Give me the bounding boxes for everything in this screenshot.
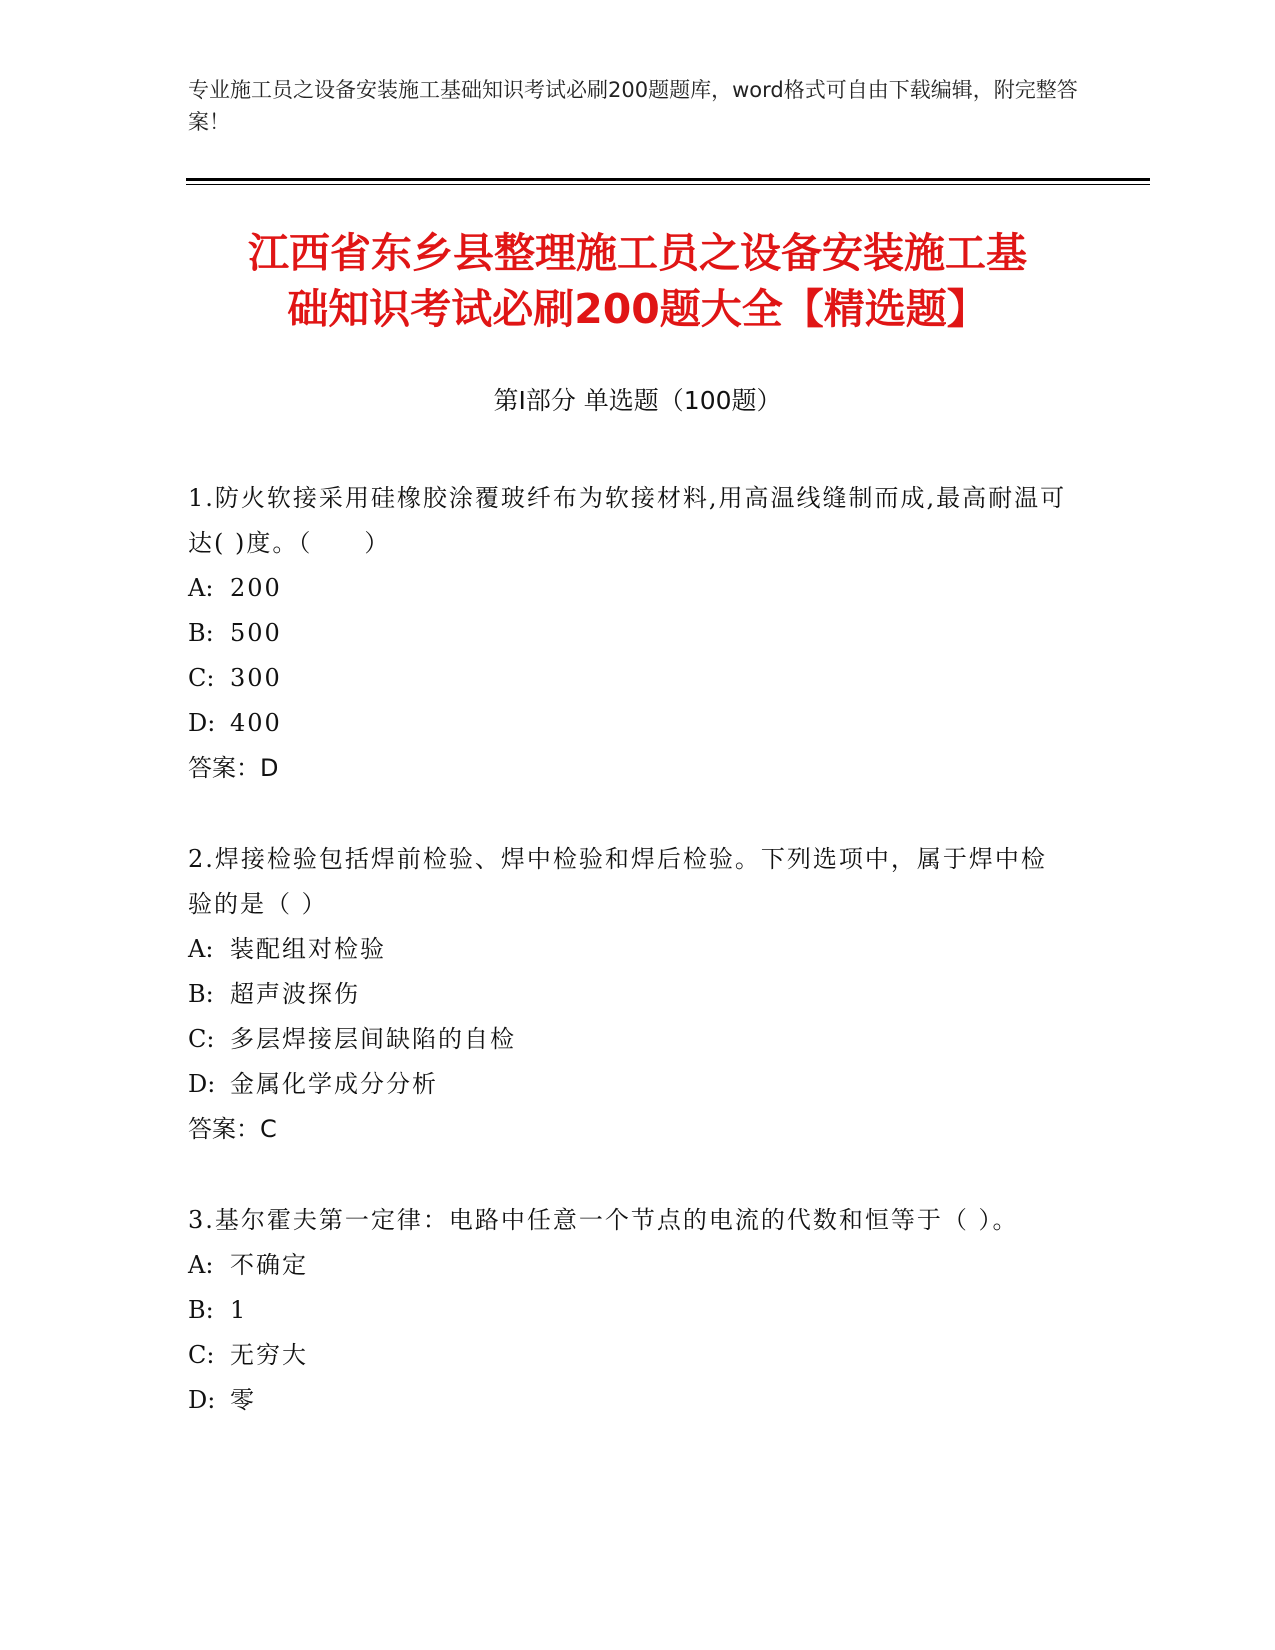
header-rule-thin bbox=[186, 184, 1150, 185]
document-title bbox=[150, 225, 1125, 337]
option-label: D: bbox=[188, 1386, 216, 1414]
option-text: 400 bbox=[230, 709, 282, 737]
option-label: B: bbox=[188, 1296, 214, 1324]
option-label: C: bbox=[188, 1341, 215, 1369]
option-text: 多层焊接层间缺陷的自检 bbox=[230, 1025, 516, 1053]
question-stem: 1.防火软接采用硅橡胶涂覆玻纤布为软接材料,用高温线缝制而成,最高耐温可达( )度。（ ） bbox=[188, 484, 1067, 557]
option-label: D: bbox=[188, 709, 216, 737]
option-label: B: bbox=[188, 619, 214, 647]
option-a bbox=[188, 1243, 1068, 1288]
option-d bbox=[188, 1062, 1068, 1107]
question-3 bbox=[188, 1198, 1068, 1423]
answer-line: 答案：C bbox=[188, 1115, 277, 1143]
option-label: D: bbox=[188, 1070, 216, 1098]
question-2 bbox=[188, 837, 1068, 1152]
option-label: A: bbox=[188, 935, 214, 963]
section-title: 第I部分 单选题（100题） bbox=[493, 386, 782, 415]
question-1 bbox=[188, 476, 1068, 791]
option-b bbox=[188, 611, 1068, 656]
option-c bbox=[188, 1333, 1068, 1378]
option-b bbox=[188, 972, 1068, 1017]
option-text: 不确定 bbox=[230, 1251, 308, 1279]
option-label: A: bbox=[188, 1251, 214, 1279]
option-label: A: bbox=[188, 574, 214, 602]
option-label: B: bbox=[188, 980, 214, 1008]
option-text: 金属化学成分分析 bbox=[230, 1070, 438, 1098]
option-text: 超声波探伤 bbox=[230, 980, 360, 1008]
answer-line: 答案：D bbox=[188, 754, 279, 782]
option-a bbox=[188, 566, 1068, 611]
document-title-line-1: 江西省东乡县整理施工员之设备安装施工基 bbox=[248, 229, 1027, 277]
option-text: 500 bbox=[230, 619, 282, 647]
option-c bbox=[188, 1017, 1068, 1062]
option-a bbox=[188, 927, 1068, 972]
option-d bbox=[188, 701, 1068, 746]
option-c bbox=[188, 656, 1068, 701]
question-list bbox=[188, 476, 1068, 1469]
option-b bbox=[188, 1288, 1068, 1333]
option-label: C: bbox=[188, 664, 215, 692]
question-stem: 2.焊接检验包括焊前检验、焊中检验和焊后检验。下列选项中，属于焊中检验的是（ ） bbox=[188, 845, 1047, 918]
option-text: 1 bbox=[230, 1296, 248, 1324]
option-text: 零 bbox=[230, 1386, 256, 1414]
document-title-line-2: 础知识考试必刷200题大全【精选题】 bbox=[287, 285, 988, 333]
option-text: 200 bbox=[230, 574, 282, 602]
option-text: 装配组对检验 bbox=[230, 935, 386, 963]
question-stem: 3.基尔霍夫第一定律：电路中任意一个节点的电流的代数和恒等于（ ）。 bbox=[188, 1206, 1019, 1234]
option-d bbox=[188, 1378, 1068, 1423]
option-label: C: bbox=[188, 1025, 215, 1053]
header-rule-thick bbox=[186, 178, 1150, 181]
option-text: 300 bbox=[230, 664, 282, 692]
option-text: 无穷大 bbox=[230, 1341, 308, 1369]
header-note: 专业施工员之设备安装施工基础知识考试必刷200题题库，word格式可自由下载编辑，附完整答案！ bbox=[188, 78, 1078, 134]
